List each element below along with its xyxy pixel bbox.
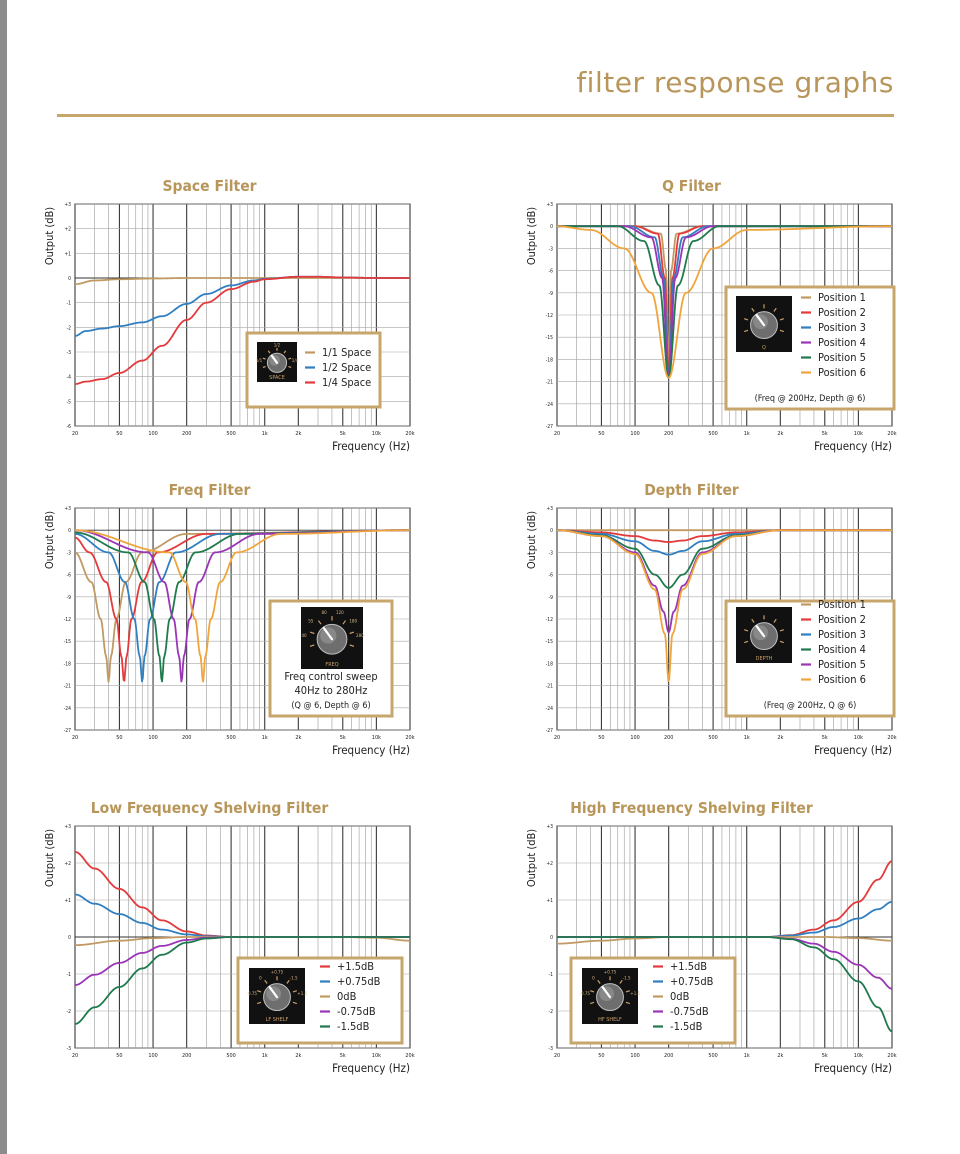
y-tick-label: 0 — [550, 935, 553, 941]
knob-mark-label: 1/1 — [255, 358, 263, 364]
y-tick-label: -3 — [66, 350, 71, 356]
knob-mark-label: 120 — [336, 611, 344, 617]
y-tick-label: -3 — [548, 246, 553, 253]
legend-item-label: 1/1 Space — [322, 346, 372, 359]
knob-mark-label: -1.5 — [622, 976, 631, 982]
x-tick-label: 20 — [71, 431, 79, 437]
hf-shelf-chart-svg — [524, 792, 904, 1075]
knob-tick-mark — [288, 367, 291, 368]
y-axis-label: Output (dB) — [43, 510, 56, 570]
knob-mark-label: 1/2 — [273, 343, 281, 349]
x-tick-label: 100 — [148, 735, 158, 741]
x-tick-label: 50 — [116, 1053, 123, 1059]
y-tick-label: -3 — [548, 1046, 553, 1052]
legend-item-label: Position 6 — [818, 673, 866, 686]
legend-item-label: Position 2 — [818, 306, 866, 319]
legend-item-label: Position 2 — [818, 613, 866, 626]
x-tick-label: 200 — [663, 431, 674, 437]
knob-mark-label: 180 — [349, 619, 358, 625]
legend-item-label: Position 4 — [818, 643, 866, 656]
legend-item-label: +0.75dB — [337, 975, 381, 988]
x-tick-label: 10k — [371, 431, 381, 437]
space-chart-svg — [42, 170, 422, 453]
freq-filter-panel — [42, 474, 422, 757]
q-chart-svg — [524, 170, 904, 453]
x-tick-label: 20k — [405, 431, 415, 437]
y-tick-label: -27 — [63, 728, 71, 734]
x-tick-label: 20k — [405, 735, 415, 741]
y-tick-label: -2 — [66, 325, 71, 332]
y-tick-label: -2 — [548, 1009, 553, 1015]
legend-item-label: Position 3 — [818, 628, 866, 641]
x-axis-label: Frequency (Hz) — [814, 1061, 892, 1075]
y-tick-label: +1 — [64, 251, 71, 258]
x-tick-label: 5k — [821, 735, 828, 741]
y-tick-label: 0 — [68, 276, 71, 282]
y-tick-label: -9 — [66, 594, 71, 601]
y-tick-label: -3 — [66, 1046, 71, 1052]
x-axis-label: Frequency (Hz) — [814, 439, 892, 453]
x-tick-label: 20k — [887, 735, 897, 741]
legend-item-label: -1.5dB — [670, 1020, 703, 1033]
legend-item-label: 1/2 Space — [322, 361, 372, 374]
q-filter-panel — [524, 170, 904, 453]
y-tick-label: -18 — [545, 357, 553, 364]
knob-mark-label: 55 — [308, 619, 314, 625]
y-tick-label: 0 — [550, 528, 553, 535]
legend-note-line: (Q @ 6, Depth @ 6) — [291, 701, 371, 711]
legend-box — [238, 958, 402, 1043]
y-tick-label: -15 — [545, 335, 553, 342]
depth-knob-icon — [736, 607, 792, 663]
y-tick-label: -21 — [545, 683, 553, 690]
chart-title: Space Filter — [162, 177, 257, 195]
y-tick-label: -1 — [548, 972, 553, 978]
y-tick-label: 0 — [68, 528, 71, 535]
knob-tick-mark — [263, 367, 266, 368]
x-tick-label: 500 — [708, 1053, 718, 1059]
lf-shelf-knob-icon — [247, 968, 308, 1024]
knob-tick-mark — [263, 358, 266, 359]
x-tick-label: 5k — [821, 1053, 828, 1059]
y-axis-label: Output (dB) — [525, 828, 538, 888]
legend-box — [247, 333, 380, 407]
x-tick-label: 20 — [71, 735, 79, 741]
legend-item-label: 0dB — [670, 990, 690, 1003]
x-tick-label: 500 — [226, 431, 236, 437]
x-tick-label: 5k — [339, 431, 346, 437]
knob-mark-label: 0 — [592, 976, 595, 982]
y-tick-label: +3 — [546, 202, 553, 208]
legend-note: (Freq @ 200Hz, Depth @ 6) — [754, 394, 866, 404]
knob-mark-label: 280 — [356, 633, 364, 639]
lf-shelf-chart-svg — [42, 792, 422, 1075]
legend-item-label: Position 1 — [818, 598, 866, 611]
x-tick-label: 500 — [708, 735, 718, 741]
chart-title: High Frequency Shelving Filter — [570, 799, 813, 817]
legend-box — [571, 958, 735, 1043]
legend-note-line: 40Hz to 280Hz — [294, 684, 368, 697]
legend-box — [726, 287, 894, 409]
space-filter-panel — [42, 170, 422, 453]
x-tick-label: 2k — [777, 1053, 784, 1059]
hf-shelf-filter-panel — [524, 792, 904, 1075]
legend-item-label: +0.75dB — [670, 975, 714, 988]
x-tick-label: 500 — [226, 735, 236, 741]
y-tick-label: +3 — [64, 506, 71, 512]
legend-note-line: Freq control sweep — [284, 670, 378, 683]
space-knob-icon — [256, 342, 299, 382]
x-tick-label: 50 — [116, 735, 123, 741]
legend-box — [726, 598, 894, 716]
legend-item-label: Position 5 — [818, 351, 866, 364]
chart-title: Q Filter — [662, 177, 721, 195]
knob-mark-label: +1.5 — [297, 992, 308, 998]
legend-item-label: 1/4 Space — [322, 376, 372, 389]
x-tick-label: 100 — [630, 735, 640, 741]
knob-label: DEPTH — [755, 656, 773, 662]
y-tick-label: -5 — [66, 399, 71, 406]
x-tick-label: 50 — [598, 735, 605, 741]
page-title: filter response graphs — [576, 66, 894, 99]
knob-mark-label: +0.75 — [270, 970, 284, 976]
x-tick-label: 20k — [405, 1053, 415, 1059]
x-tick-label: 20 — [553, 735, 561, 741]
knob-mark-label: 0 — [259, 976, 262, 982]
x-tick-label: 50 — [598, 1053, 605, 1059]
y-tick-label: -3 — [548, 550, 553, 557]
y-tick-label: -2 — [66, 1009, 71, 1015]
x-tick-label: 50 — [116, 431, 123, 437]
x-axis-label: Frequency (Hz) — [332, 743, 410, 757]
x-tick-label: 200 — [181, 1053, 192, 1059]
x-tick-label: 1k — [743, 1053, 750, 1059]
y-axis-label: Output (dB) — [525, 510, 538, 570]
y-tick-label: -21 — [545, 379, 553, 386]
x-tick-label: 10k — [371, 735, 381, 741]
y-tick-label: -6 — [66, 572, 71, 579]
x-tick-label: 2k — [295, 735, 302, 741]
y-tick-label: -18 — [545, 661, 553, 668]
legend-note: (Freq @ 200Hz, Q @ 6) — [763, 701, 857, 711]
y-tick-label: +2 — [546, 861, 553, 867]
y-tick-label: -6 — [66, 424, 71, 430]
x-tick-label: 100 — [630, 431, 640, 437]
y-tick-label: +1 — [64, 898, 71, 904]
y-tick-label: -9 — [548, 594, 553, 601]
x-tick-label: 10k — [371, 1053, 381, 1059]
x-tick-label: 1k — [743, 735, 750, 741]
y-tick-label: +2 — [64, 861, 71, 867]
x-tick-label: 10k — [853, 735, 863, 741]
y-tick-label: 0 — [550, 224, 553, 231]
x-axis-label: Frequency (Hz) — [814, 743, 892, 757]
y-tick-label: -12 — [545, 313, 553, 319]
y-tick-label: -1 — [66, 972, 71, 978]
x-tick-label: 500 — [226, 1053, 236, 1059]
y-tick-label: -1 — [66, 300, 71, 307]
q-knob-icon — [736, 296, 792, 352]
y-tick-label: -6 — [548, 268, 553, 275]
y-tick-label: +3 — [64, 824, 71, 830]
y-tick-label: 0 — [68, 935, 71, 941]
x-tick-label: 5k — [339, 735, 346, 741]
chart-title: Depth Filter — [644, 481, 739, 499]
chart-title: Low Frequency Shelving Filter — [90, 799, 329, 817]
y-tick-label: +3 — [546, 506, 553, 512]
knob-mark-label: +1.5 — [630, 992, 641, 998]
x-tick-label: 20k — [887, 1053, 897, 1059]
x-tick-label: 2k — [295, 431, 302, 437]
lf-shelf-filter-panel — [42, 792, 422, 1075]
y-tick-label: -24 — [63, 705, 71, 712]
legend-item-label: -0.75dB — [337, 1005, 376, 1018]
x-tick-label: 1k — [261, 1053, 268, 1059]
y-tick-label: +1 — [546, 898, 553, 904]
x-tick-label: 2k — [777, 735, 784, 741]
y-tick-label: -15 — [545, 639, 553, 646]
knob-mark-label: -1.5 — [289, 976, 298, 982]
knob-mark-label: 80 — [321, 611, 327, 617]
page-left-edge-bar — [0, 0, 7, 1154]
y-tick-label: +3 — [546, 824, 553, 830]
title-rule — [57, 114, 894, 117]
x-tick-label: 20k — [887, 431, 897, 437]
chart-title: Freq Filter — [168, 481, 251, 499]
x-tick-label: 20 — [553, 431, 561, 437]
y-tick-label: -24 — [545, 705, 553, 712]
knob-tick-mark — [288, 358, 291, 359]
depth-chart-svg — [524, 474, 904, 757]
knob-mark-label: -0.75 — [246, 992, 258, 998]
y-tick-label: -12 — [63, 617, 71, 623]
x-tick-label: 20 — [553, 1053, 561, 1059]
x-tick-label: 2k — [777, 431, 784, 437]
legend-item-label: Position 1 — [818, 291, 866, 304]
y-tick-label: -6 — [548, 572, 553, 579]
x-axis-label: Frequency (Hz) — [332, 1061, 410, 1075]
legend-box — [270, 601, 392, 716]
legend-item-label: Position 6 — [818, 366, 866, 379]
x-tick-label: 1k — [261, 431, 268, 437]
legend-item-label: Position 4 — [818, 336, 866, 349]
y-tick-label: +3 — [64, 202, 71, 208]
x-tick-label: 1k — [261, 735, 268, 741]
x-axis-label: Frequency (Hz) — [332, 439, 410, 453]
legend-item-label: 0dB — [337, 990, 357, 1003]
x-tick-label: 200 — [663, 735, 674, 741]
freq-chart-svg — [42, 474, 422, 757]
legend-item-label: +1.5dB — [337, 960, 375, 973]
x-tick-label: 1k — [743, 431, 750, 437]
y-tick-label: -27 — [545, 424, 553, 430]
knob-label: FREQ — [325, 662, 339, 668]
knob-label: Q — [762, 345, 766, 351]
x-tick-label: 10k — [853, 431, 863, 437]
x-tick-label: 200 — [181, 431, 192, 437]
x-tick-label: 100 — [148, 431, 158, 437]
y-tick-label: -9 — [548, 290, 553, 297]
legend-item-label: +1.5dB — [670, 960, 708, 973]
x-tick-label: 10k — [853, 1053, 863, 1059]
x-tick-label: 2k — [295, 1053, 302, 1059]
y-tick-label: -12 — [545, 617, 553, 623]
x-tick-label: 500 — [708, 431, 718, 437]
y-tick-label: -27 — [545, 728, 553, 734]
y-axis-label: Output (dB) — [43, 206, 56, 266]
y-tick-label: -21 — [63, 683, 71, 690]
freq-knob-icon — [301, 607, 364, 669]
knob-mark-label: +0.75 — [603, 970, 617, 976]
legend-item-label: -1.5dB — [337, 1020, 370, 1033]
knob-mark-label: 40 — [301, 633, 307, 639]
knob-label: SPACE — [269, 375, 285, 381]
y-tick-label: -3 — [66, 550, 71, 557]
y-tick-label: +2 — [64, 226, 71, 233]
depth-filter-panel — [524, 474, 904, 757]
x-tick-label: 5k — [339, 1053, 346, 1059]
y-tick-label: -15 — [63, 639, 71, 646]
knob-mark-label: 1/4 — [291, 358, 299, 364]
y-tick-label: -24 — [545, 401, 553, 408]
legend-item-label: -0.75dB — [670, 1005, 709, 1018]
y-tick-label: -18 — [63, 661, 71, 668]
knob-mark-label: -0.75 — [579, 992, 591, 998]
knob-label: HF SHELF — [598, 1017, 622, 1023]
x-tick-label: 200 — [181, 735, 192, 741]
x-tick-label: 20 — [71, 1053, 79, 1059]
x-tick-label: 200 — [663, 1053, 674, 1059]
y-tick-label: -4 — [66, 374, 71, 381]
x-tick-label: 5k — [821, 431, 828, 437]
x-tick-label: 100 — [630, 1053, 640, 1059]
x-tick-label: 50 — [598, 431, 605, 437]
knob-label: LF SHELF — [265, 1017, 289, 1023]
y-axis-label: Output (dB) — [43, 828, 56, 888]
legend-item-label: Position 5 — [818, 658, 866, 671]
x-tick-label: 100 — [148, 1053, 158, 1059]
y-axis-label: Output (dB) — [525, 206, 538, 266]
hf-shelf-knob-icon — [580, 968, 641, 1024]
legend-item-label: Position 3 — [818, 321, 866, 334]
